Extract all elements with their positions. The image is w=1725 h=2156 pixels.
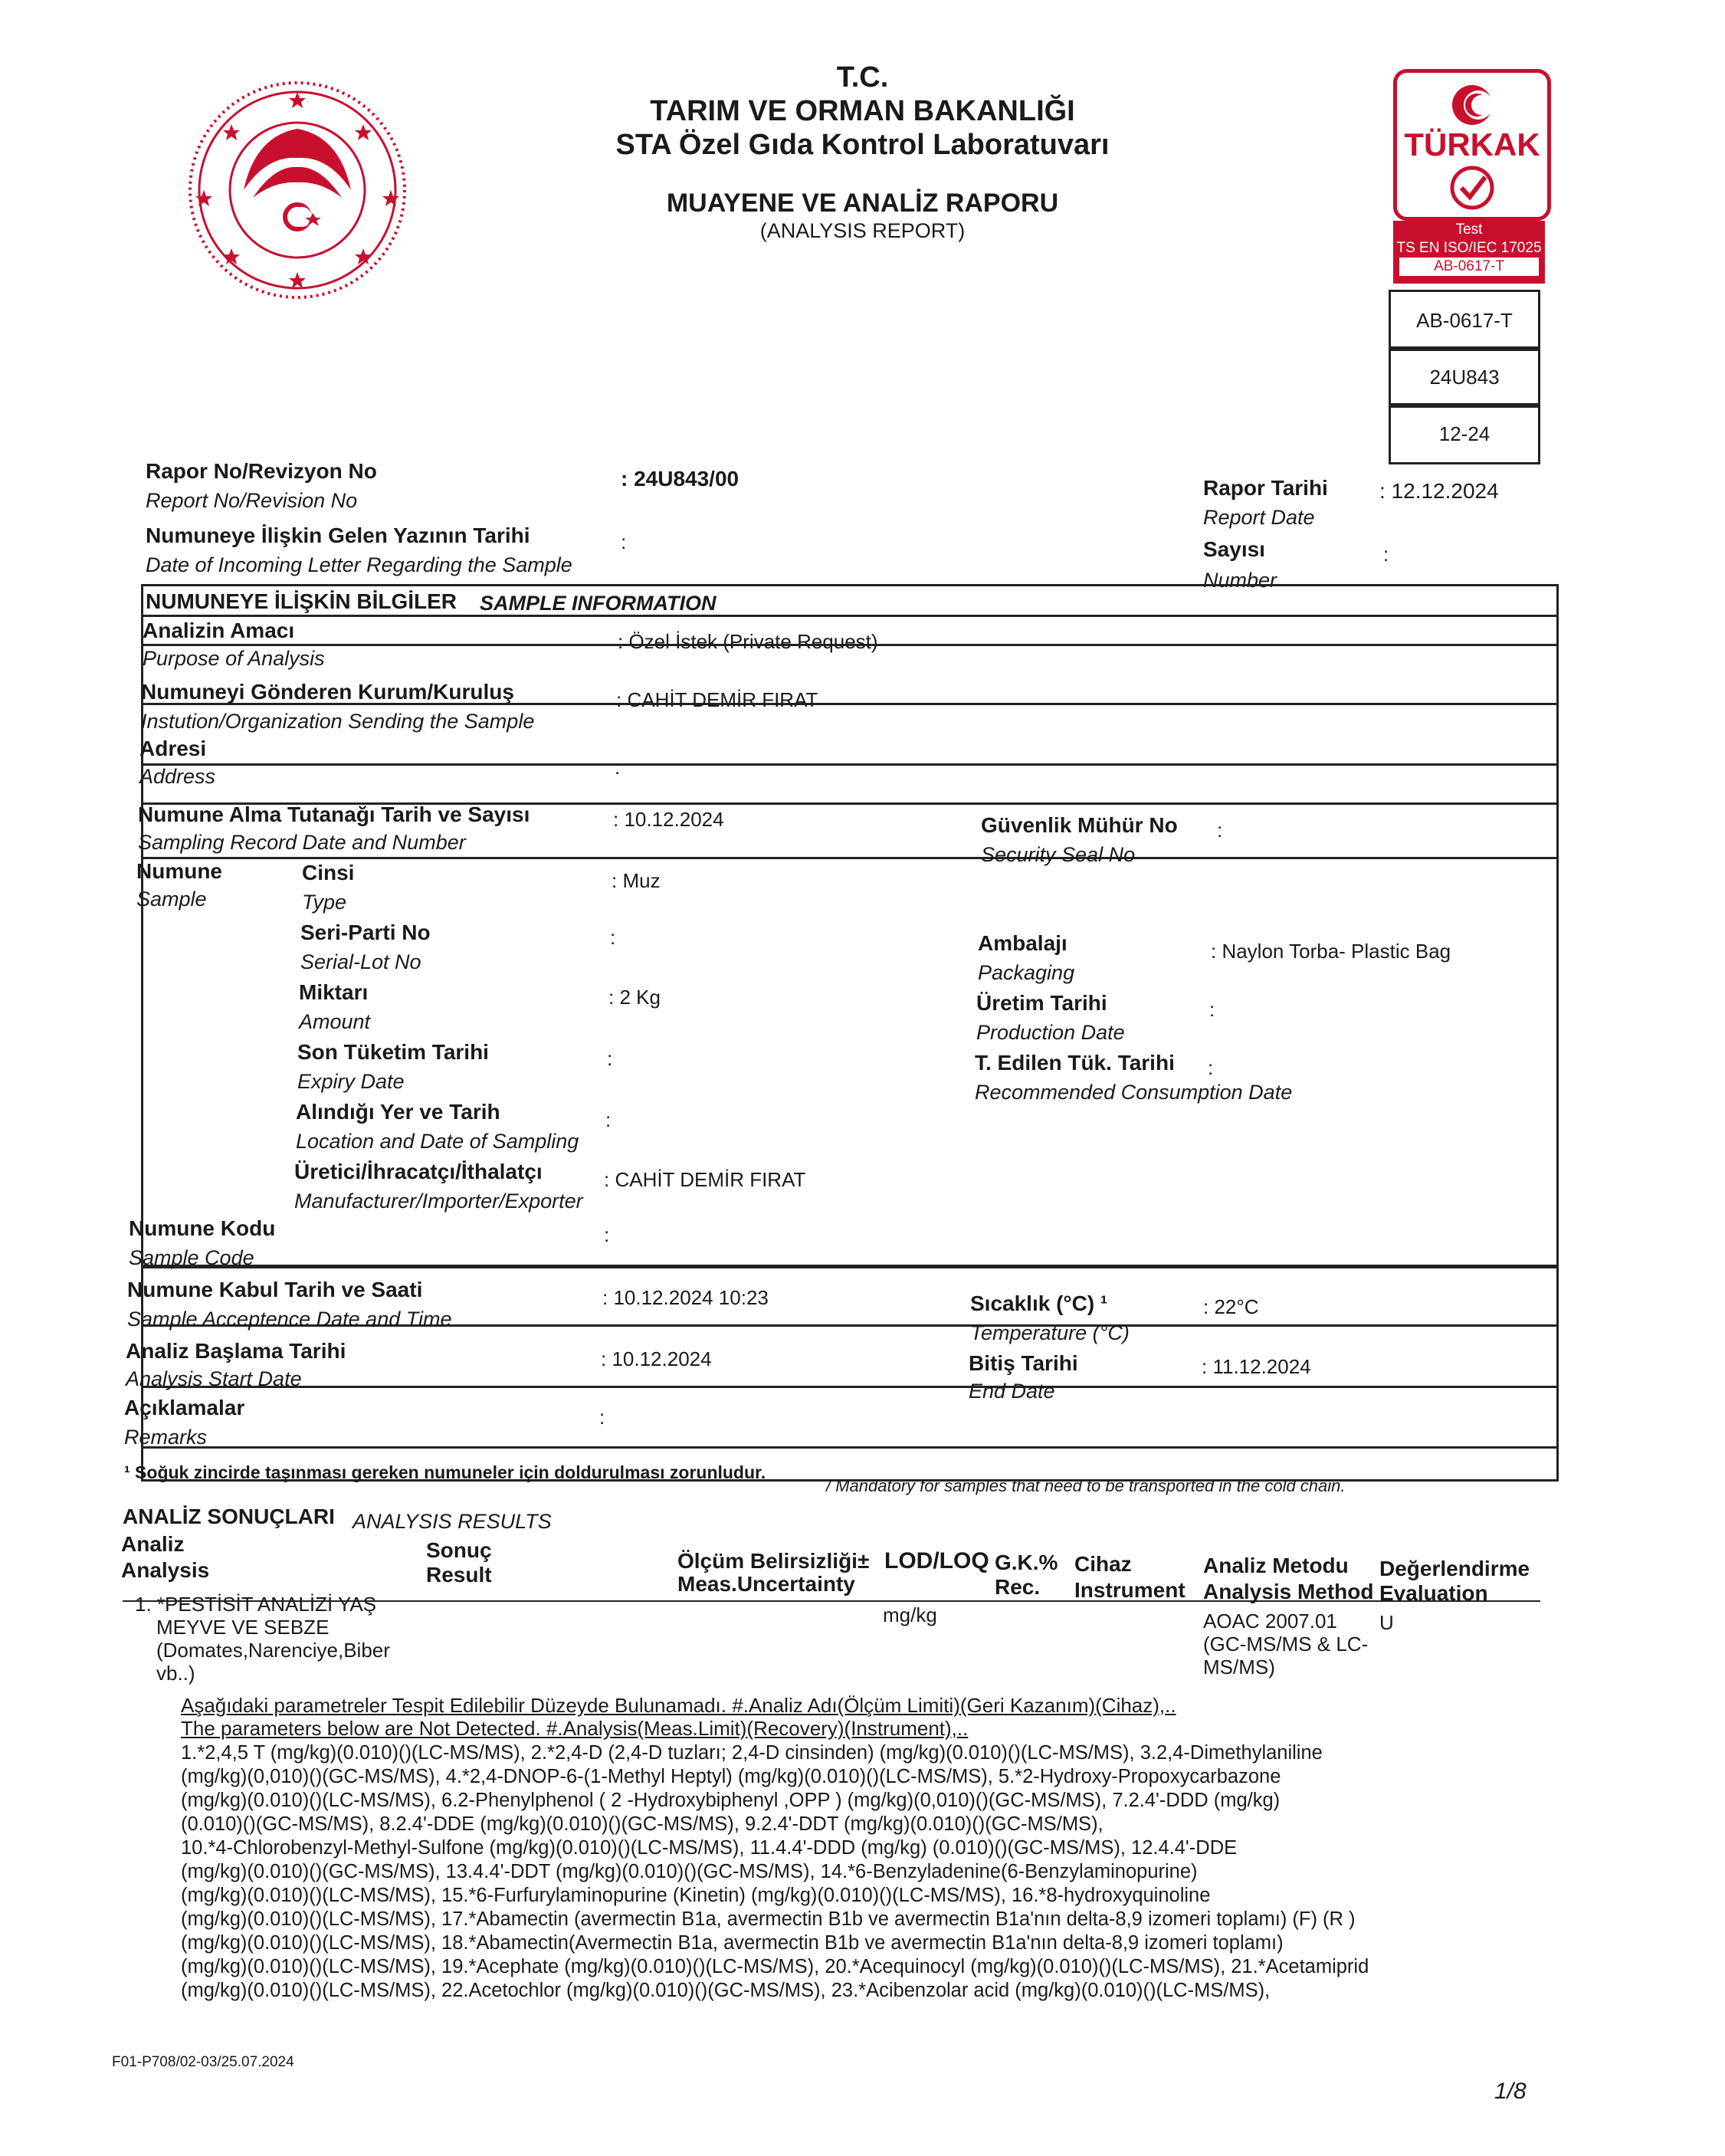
col-method: Analiz Metodu <box>1203 1554 1349 1577</box>
sampling-value: : 10.12.2024 <box>613 808 724 831</box>
lot-label-en: Serial-Lot No <box>300 950 421 973</box>
turkak-code: AB-0617-T <box>1399 258 1539 276</box>
number-label-en: Number <box>1203 569 1277 592</box>
address-label: Adresi <box>139 737 207 760</box>
header-tc: T.C. <box>836 61 889 94</box>
start-date-label: Analiz Başlama Tarihi <box>126 1339 346 1363</box>
sample-code-label: Numune Kodu <box>129 1216 276 1240</box>
location-label-en: Location and Date of Sampling <box>296 1130 579 1153</box>
turkak-logo <box>1393 69 1551 221</box>
remarks-label-en: Remarks <box>124 1426 208 1449</box>
sample-info-heading: NUMUNEYE İLİŞKİN BİLGİLER <box>146 589 457 613</box>
end-date-label-en: End Date <box>969 1380 1055 1403</box>
recommended-label-en: Recommended Consumption Date <box>975 1081 1293 1104</box>
type-value: : Muz <box>612 869 661 892</box>
seal-no-value: : <box>1217 819 1223 842</box>
parameter-line: 1.*2,4,5 T (mg/kg)(0.010)()(LC-MS/MS), 2.*2,4-D (2,4-D tuzları; 2,4-D cinsinden) (mg/kg)(0.010)()(LC-MS/MS), 3.2,4-Dimethylaniline <box>181 1742 1323 1764</box>
production-label-en: Production Date <box>976 1021 1125 1044</box>
recommended-label: T. Edilen Tük. Tarihi <box>975 1051 1175 1075</box>
footnote-en: / Mandatory for samples that need to be transported in the cold chain. <box>826 1476 1346 1495</box>
manufacturer-label: Üretici/İhracatçı/İthalatçı <box>294 1160 543 1183</box>
report-no-label: Rapor No/Revizyon No <box>146 459 377 483</box>
amount-label: Miktarı <box>299 980 369 1004</box>
page-number: 1/8 <box>1494 2079 1527 2104</box>
col-evaluation: Değerlendirme <box>1379 1557 1530 1580</box>
packaging-value: : Naylon Torba- Plastic Bag <box>1211 940 1451 963</box>
parameter-line: (0.010)()(GC-MS/MS), 8.2.4'-DDE (mg/kg)(0.010)()(GC-MS/MS), 9.2.4'-DDT (mg/kg)(0.010)()(GC-MS/MS), <box>181 1813 1104 1835</box>
number-label: Sayısı <box>1203 537 1265 561</box>
ref-box-period: 12-24 <box>1389 403 1540 464</box>
packaging-label-en: Packaging <box>978 961 1075 984</box>
remarks-label: Açıklamalar <box>124 1396 245 1419</box>
lot-label: Seri-Parti No <box>300 920 431 944</box>
incoming-letter-label-en: Date of Incoming Letter Regarding the Sample <box>146 553 572 576</box>
expiry-value: : <box>607 1047 613 1070</box>
results-heading-en: ANALYSIS RESULTS <box>353 1510 552 1533</box>
col-recovery: G.K.% <box>995 1551 1058 1574</box>
end-date-label: Bitiş Tarihi <box>969 1351 1078 1375</box>
report-title-en: (ANALYSIS REPORT) <box>759 219 966 242</box>
purpose-value: : Özel İstek (Private Request) <box>618 630 878 653</box>
result-row-unit: mg/kg <box>883 1603 937 1626</box>
col-result: Sonuç <box>426 1538 492 1562</box>
form-code: F01-P708/02-03/25.07.2024 <box>112 2054 294 2070</box>
temperature-label-en: Temperature (°C) <box>970 1321 1130 1344</box>
col-method-en: Analysis Method <box>1203 1580 1374 1603</box>
report-no-value: : 24U843/00 <box>621 467 740 491</box>
col-analysis-en: Analysis <box>121 1558 210 1582</box>
manufacturer-value: : CAHİT DEMİR FIRAT <box>604 1168 806 1191</box>
turkak-standard: TS EN ISO/IEC 17025 <box>1396 240 1542 256</box>
results-heading: ANALİZ SONUÇLARI <box>123 1505 335 1528</box>
start-date-label-en: Analysis Start Date <box>126 1367 302 1390</box>
acceptance-label-en: Sample Acceptence Date and Time <box>127 1308 452 1331</box>
parameter-line: (mg/kg)(0.010)()(LC-MS/MS), 19.*Acephate (mg/kg)(0.010)()(LC-MS/MS), 20.*Acequinocyl (mg/kg)(0.010)()(LC-MS/MS), 21.*Acetamiprid <box>181 1956 1369 1977</box>
packaging-label: Ambalajı <box>978 931 1067 955</box>
location-value: : <box>605 1108 612 1131</box>
incoming-letter-value: : <box>621 530 627 553</box>
result-row-evaluation: U <box>1379 1611 1394 1634</box>
amount-label-en: Amount <box>299 1010 371 1033</box>
result-row-name-3: (Domates,Narenciye,Biber <box>156 1639 390 1662</box>
header-laboratory: STA Özel Gıda Kontrol Laboratuvarı <box>615 129 1110 161</box>
report-date-label: Rapor Tarihi <box>1203 476 1328 500</box>
address-value: : <box>615 756 621 779</box>
amount-value: : 2 Kg <box>608 986 661 1009</box>
production-value: : <box>1209 998 1215 1021</box>
sender-label: Numuneyi Gönderen Kurum/Kuruluş <box>141 680 514 704</box>
end-date-value: : 11.12.2024 <box>1202 1355 1311 1378</box>
col-result-en: Result <box>426 1563 492 1587</box>
seal-no-label: Güvenlik Mühür No <box>981 813 1178 837</box>
sampling-label-en: Sampling Record Date and Number <box>138 831 466 854</box>
number-value: : <box>1383 543 1389 566</box>
acceptance-value: : 10.12.2024 10:23 <box>602 1286 769 1309</box>
type-label: Cinsi <box>302 861 355 884</box>
footnote-tr: ¹ Soğuk zincirde taşınması gereken numuneler için doldurulması zorunludur. <box>124 1462 766 1482</box>
recommended-value: : <box>1208 1056 1214 1079</box>
parameter-line: (mg/kg)(0.010)()(LC-MS/MS), 22.Acetochlor (mg/kg)(0.010)()(GC-MS/MS), 23.*Acibenzolar acid (mg/kg)(0.010)()(LC-MS/MS), <box>181 1980 1271 2001</box>
not-detected-en: The parameters below are Not Detected. #.Analysis(Meas.Limit)(Recovery)(Instrument),.. <box>181 1717 969 1740</box>
sample-label: Numune <box>136 859 222 883</box>
col-lodloq: LOD/LOQ <box>884 1548 989 1574</box>
result-row-method-3: MS/MS) <box>1203 1656 1275 1679</box>
col-uncertainty: Ölçüm Belirsizliği± <box>677 1549 870 1573</box>
report-date-label-en: Report Date <box>1203 506 1315 529</box>
address-label-en: Address <box>139 765 216 788</box>
report-date-value: : 12.12.2024 <box>1379 479 1499 503</box>
ref-box-accreditation: AB-0617-T <box>1389 290 1540 351</box>
sample-info-heading-en: SAMPLE INFORMATION <box>480 592 717 615</box>
col-instrument: Cihaz <box>1074 1552 1132 1576</box>
turkak-wordmark: TÜRKAK <box>1404 126 1540 162</box>
start-date-value: : 10.12.2024 <box>601 1347 712 1370</box>
col-analysis: Analiz <box>121 1532 185 1556</box>
sample-code-label-en: Sample Code <box>129 1246 254 1269</box>
expiry-label: Son Tüketim Tarihi <box>297 1040 489 1064</box>
manufacturer-label-en: Manufacturer/Importer/Exporter <box>294 1190 583 1213</box>
production-label: Üretim Tarihi <box>976 991 1107 1015</box>
temperature-value: : 22°C <box>1203 1295 1259 1318</box>
sampling-label: Numune Alma Tutanağı Tarih ve Sayısı <box>138 802 530 826</box>
not-detected-tr: Aşağıdaki parametreler Tespit Edilebilir Düzeyde Bulunamadı. #.Analiz Adı(Ölçüm Limiti)(Geri Kazanım)(Cihaz),.. <box>181 1694 1176 1717</box>
parameter-line: (mg/kg)(0,010)()(GC-MS/MS), 4.*2,4-DNOP-6-(1-Methyl Heptyl) (mg/kg)(0.010)()(LC-MS/MS), 5.*2-Hydroxy-Propoxycarbazone <box>181 1766 1281 1787</box>
report-title: MUAYENE VE ANALİZ RAPORU <box>666 189 1059 218</box>
turkak-test-label: Test <box>1455 222 1483 238</box>
parameter-line: 10.*4-Chlorobenzyl-Methyl-Sulfone (mg/kg)(0.010)()(LC-MS/MS), 11.4.4'-DDD (mg/kg) (0.010)()(GC-MS/MS), 12.4.4'-DDE <box>181 1837 1238 1859</box>
acceptance-label: Numune Kabul Tarih ve Saati <box>127 1278 423 1301</box>
parameter-line: (mg/kg)(0.010)()(LC-MS/MS), 15.*6-Furfurylaminopurine (Kinetin) (mg/kg)(0.010)()(LC-MS/MS), 16.*8-hydroxyquinoline <box>181 1885 1211 1906</box>
sample-code-value: : <box>604 1223 610 1246</box>
col-uncertainty-en: Meas.Uncertainty <box>677 1572 855 1596</box>
parameter-line: (mg/kg)(0.010)()(LC-MS/MS), 17.*Abamectin (avermectin B1a, avermectin B1b ve avermectin B1a'nın delta-8,9 izomeri toplamı) (F) (R ) <box>181 1908 1356 1930</box>
result-row-name-4: vb..) <box>156 1662 195 1685</box>
location-label: Alındığı Yer ve Tarih <box>296 1100 500 1124</box>
report-no-label-en: Report No/Revision No <box>146 489 358 512</box>
type-label-en: Type <box>302 891 347 914</box>
sender-label-en: Instution/Organization Sending the Sample <box>141 710 535 733</box>
expiry-label-en: Expiry Date <box>297 1070 405 1093</box>
result-row-method-2: (GC-MS/MS & LC- <box>1203 1633 1369 1656</box>
sample-label-en: Sample <box>136 888 207 911</box>
parameter-line: (mg/kg)(0.010)()(LC-MS/MS), 6.2-Phenylphenol ( 2 -Hydroxybiphenyl ,OPP ) (mg/kg)(0,010)()(GC-MS/MS), 7.2.4'-DDD (mg/kg) <box>181 1790 1281 1811</box>
col-instrument-en: Instrument <box>1074 1578 1186 1602</box>
incoming-letter-label: Numuneye İlişkin Gelen Yazının Tarihi <box>146 523 530 547</box>
purpose-label: Analizin Amacı <box>143 619 295 642</box>
col-evaluation-en: Evaluation <box>1379 1581 1488 1605</box>
remarks-value: : <box>599 1406 605 1429</box>
result-row-name-2: MEYVE VE SEBZE <box>156 1616 330 1639</box>
sender-value: : CAHİT DEMİR FIRAT <box>616 688 818 711</box>
result-row-name-1: 1. *PESTİSİT ANALİZİ YAŞ <box>135 1593 377 1616</box>
parameter-line: (mg/kg)(0.010)()(GC-MS/MS), 13.4.4'-DDT (mg/kg)(0.010)()(GC-MS/MS), 14.*6-Benzyladenine(6-Benzylaminopurine) <box>181 1861 1198 1882</box>
seal-no-label-en: Security Seal No <box>981 843 1136 866</box>
ref-box-report: 24U843 <box>1389 346 1540 408</box>
result-row-method-1: AOAC 2007.01 <box>1203 1610 1337 1633</box>
temperature-label: Sıcaklık (°C) ¹ <box>970 1291 1108 1315</box>
header-ministry: TARIM VE ORMAN BAKANLIĞI <box>650 95 1075 127</box>
purpose-label-en: Purpose of Analysis <box>143 647 325 670</box>
col-recovery-en: Rec. <box>995 1575 1041 1599</box>
parameter-line: (mg/kg)(0.010)()(LC-MS/MS), 18.*Abamectin(Avermectin B1a, avermectin B1b ve avermectin B1a'nın delta-8,9 izomeri toplamı) <box>181 1932 1284 1954</box>
turkak-accreditation-band <box>1393 221 1545 284</box>
lot-value: : <box>610 926 616 949</box>
